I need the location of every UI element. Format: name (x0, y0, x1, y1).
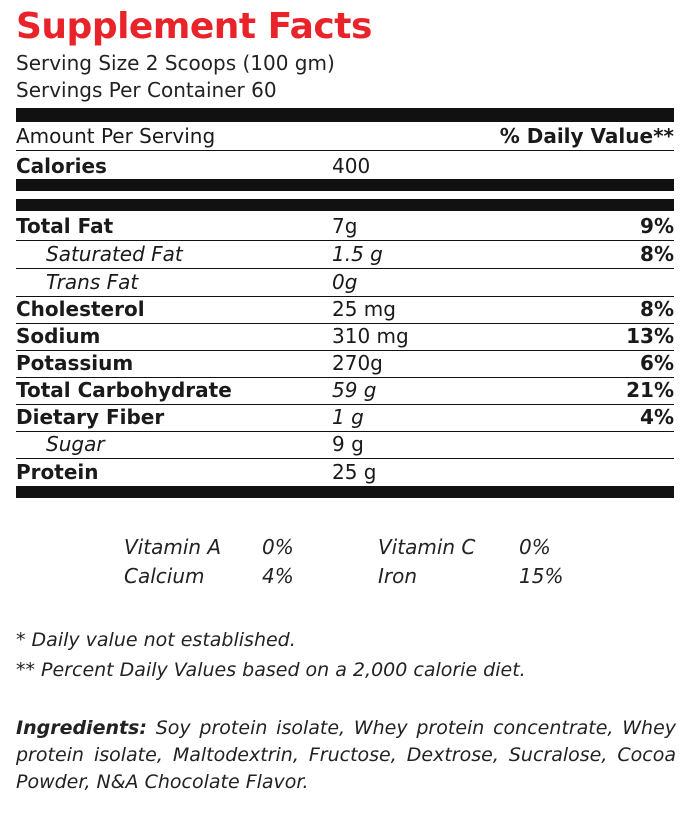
vitamin-value: 0% (519, 535, 551, 559)
nutrient-name: Trans Fat (46, 270, 139, 294)
nutrient-dv: 21% (626, 378, 674, 402)
calories-row (16, 153, 674, 180)
nutrient-name: Cholesterol (16, 297, 145, 321)
nutrient-dv: 9% (640, 214, 674, 238)
nutrient-name: Total Fat (16, 214, 114, 238)
nutrient-dv: 4% (640, 405, 674, 429)
footnote-daily-value: * Daily value not established. (16, 629, 296, 651)
nutrient-name: Protein (16, 460, 99, 484)
nutrient-amount: 310 mg (332, 324, 409, 348)
amount-per-serving-label: Amount Per Serving (16, 124, 216, 148)
nutrient-dv: 8% (640, 297, 674, 321)
nutrient-amount: 1 g (332, 405, 364, 429)
vitamin-value: 0% (262, 535, 294, 559)
calories-label: Calories (16, 154, 107, 178)
nutrient-amount: 25 g (332, 460, 377, 484)
nutrient-name: Sugar (46, 432, 105, 456)
vitamin-name: Calcium (124, 564, 205, 588)
nutrient-amount: 0g (332, 270, 358, 294)
nutrient-amount: 270g (332, 351, 383, 375)
calories-value: 400 (332, 154, 371, 178)
servings-per-container: Servings Per Container 60 (16, 78, 277, 102)
nutrient-amount: 7g (332, 214, 358, 238)
serving-size: Serving Size 2 Scoops (100 gm) (16, 51, 335, 75)
daily-value-label: % Daily Value** (499, 124, 674, 148)
nutrient-row-protein (16, 459, 674, 486)
nutrient-row-trans-fat (16, 269, 674, 296)
vitamin-name: Iron (378, 564, 418, 588)
nutrient-row-sugar (16, 431, 674, 458)
nutrient-row-saturated-fat (16, 241, 674, 268)
nutrient-row-total-carbohydrate (16, 377, 674, 404)
vitamin-name: Vitamin A (124, 535, 222, 559)
nutrient-row-potassium (16, 350, 674, 377)
thick-divider (16, 179, 674, 191)
panel-title: Supplement Facts (16, 6, 372, 47)
nutrient-dv: 6% (640, 351, 674, 375)
ingredients-block (16, 715, 676, 796)
thick-divider (16, 486, 674, 498)
nutrient-amount: 9 g (332, 432, 364, 456)
ingredients-label: Ingredients: (16, 717, 147, 739)
thick-divider (16, 199, 674, 211)
nutrient-name: Dietary Fiber (16, 405, 165, 429)
nutrient-name: Sodium (16, 324, 101, 348)
nutrient-amount: 25 mg (332, 297, 396, 321)
nutrient-dv: 8% (640, 242, 674, 266)
nutrient-name: Total Carbohydrate (16, 378, 232, 402)
vitamin-value: 4% (262, 564, 294, 588)
divider (16, 150, 674, 151)
vitamin-value: 15% (519, 564, 564, 588)
nutrient-amount: 1.5 g (332, 242, 383, 266)
nutrient-row-sodium (16, 323, 674, 350)
nutrient-row-cholesterol (16, 296, 674, 323)
footnote-percent-daily-values: ** Percent Daily Values based on a 2,000 calorie diet. (16, 659, 526, 681)
nutrient-row-dietary-fiber (16, 404, 674, 431)
ingredients-text: Soy protein isolate, Whey protein concentrate, Whey protein isolate, Maltodextrin, Fructose, Dextrose, Sucralose, Cocoa Powder, N&A Chocolate Flavor. (16, 717, 676, 793)
nutrient-dv: 13% (626, 324, 674, 348)
nutrient-name: Potassium (16, 351, 134, 375)
nutrient-name: Saturated Fat (46, 242, 183, 266)
nutrient-amount: 59 g (332, 378, 377, 402)
thick-divider (16, 108, 674, 122)
vitamin-name: Vitamin C (378, 535, 476, 559)
nutrient-row-total-fat (16, 213, 674, 240)
